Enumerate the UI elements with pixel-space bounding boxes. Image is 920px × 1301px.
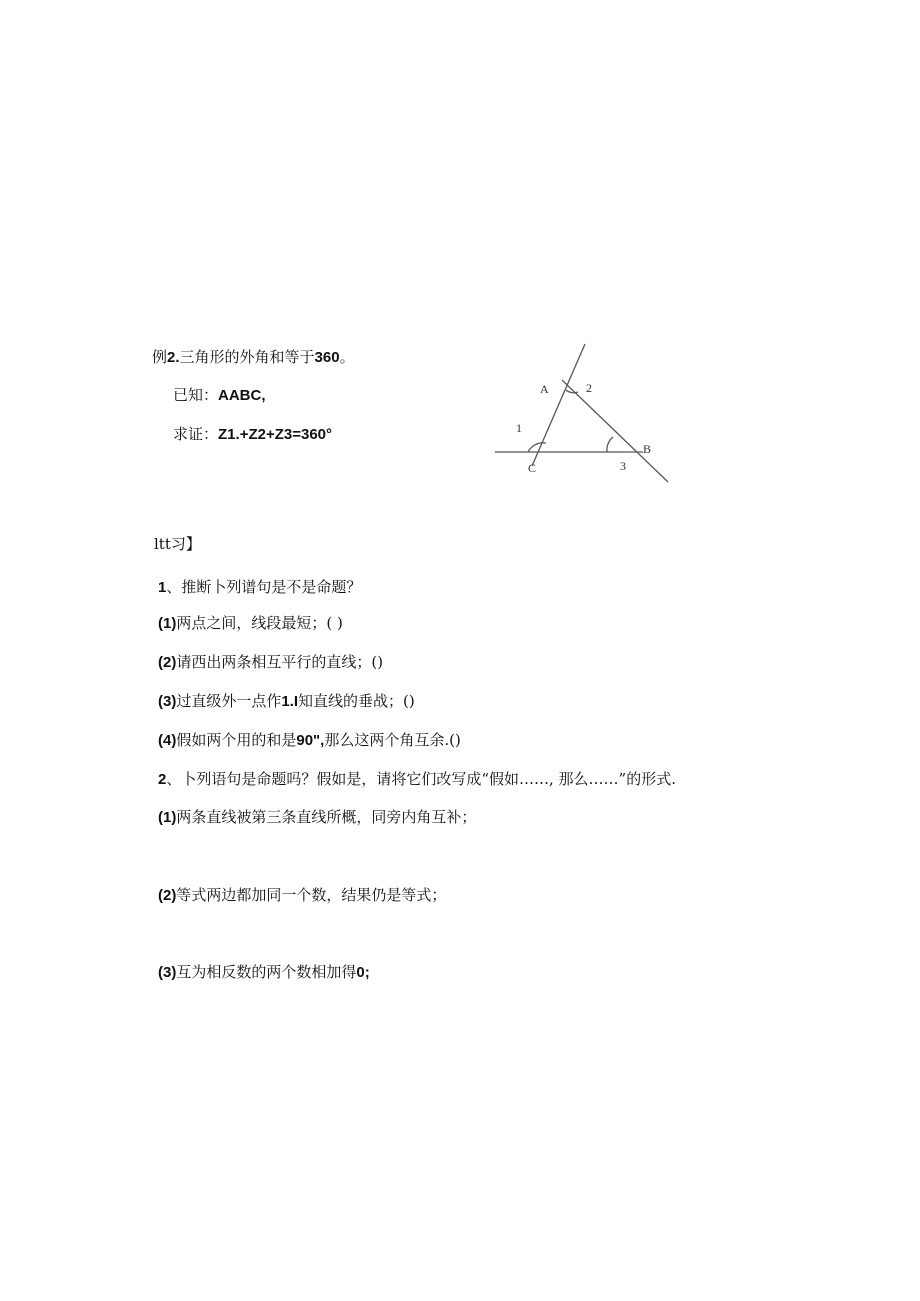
question-1-item-2: (2)请西出两条相互平行的直线；()	[158, 653, 384, 671]
line-ab	[562, 380, 668, 482]
line-ca	[532, 344, 585, 466]
question-2-item-1: (1)两条直线被第三条直线所概，同旁内角互补；	[158, 808, 477, 826]
label-1: 1	[516, 421, 522, 435]
label-3: 3	[620, 459, 626, 473]
label-c: C	[528, 461, 537, 475]
angle-3-arc	[607, 437, 613, 452]
triangle-figure	[490, 340, 680, 490]
label-2: 2	[586, 381, 592, 395]
question-2: 2、卜列语句是命题吗？假如是，请将它们改写成“假如……, 那么……”的形式.	[158, 770, 676, 788]
section-heading: ltt习】	[154, 535, 201, 553]
question-1-item-4: (4)假如两个用的和是90",那么这两个角互余.()	[158, 731, 461, 749]
question-2-item-2: (2)等式两边都加同一个数，结果仍是等式；	[158, 886, 447, 904]
label-b: B	[643, 442, 652, 456]
question-2-item-3: (3)互为相反数的两个数相加得0;	[158, 963, 370, 981]
question-1-item-1: (1)两点之间，线段最短；( )	[158, 614, 343, 632]
given-line: 已知：AABC,	[173, 386, 266, 404]
angle-1-arc	[528, 443, 546, 452]
prove-line: 求证：Z1.+Z2+Z3=360°	[173, 425, 333, 443]
label-a: A	[540, 382, 549, 396]
question-1: 1、推断卜列谱句是不是命题？	[158, 578, 362, 596]
example-title: 例2.三角形的外角和等于360。	[152, 348, 355, 366]
question-1-item-3: (3)过直级外一点作1.I知直线的垂战；()	[158, 692, 415, 710]
